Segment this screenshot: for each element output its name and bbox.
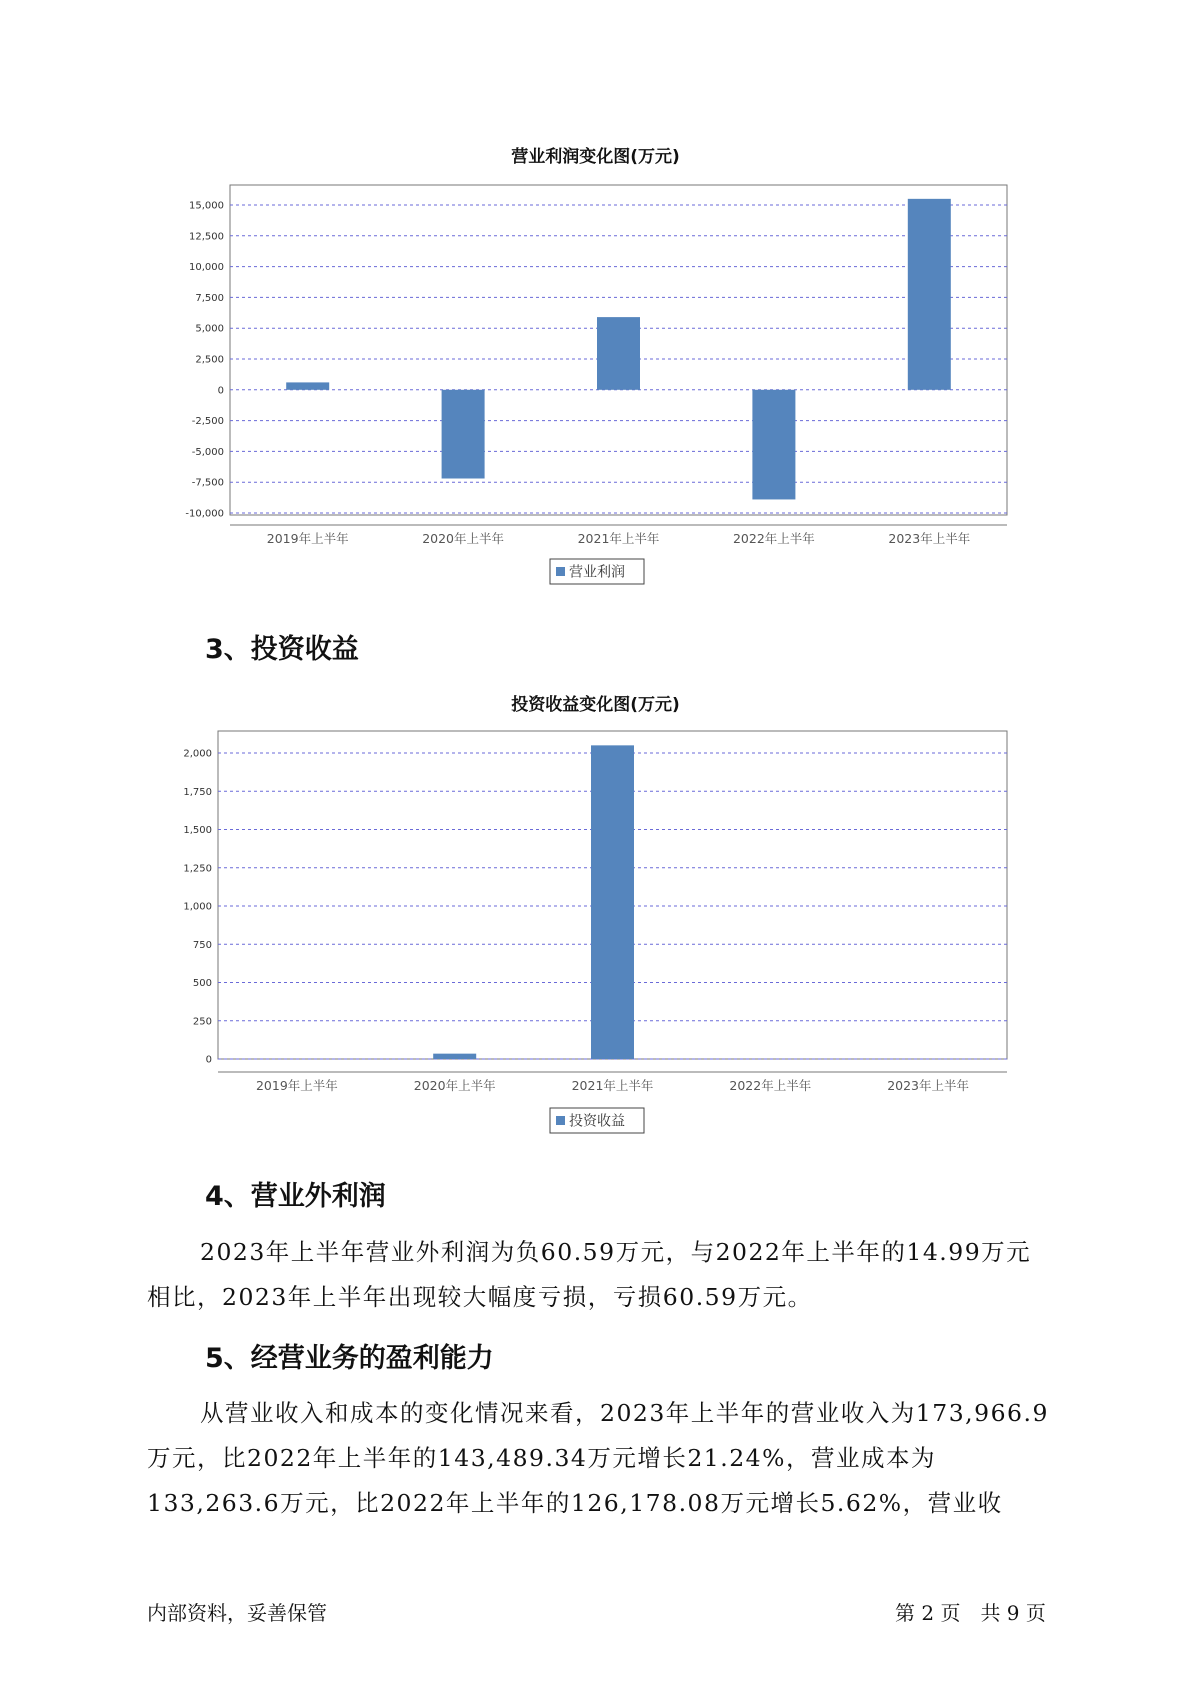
bar [433, 1054, 476, 1059]
y-tick-label: 500 [192, 978, 212, 989]
x-tick-label: 2019年上半年 [266, 531, 349, 546]
x-tick-label: 2021年上半年 [577, 531, 660, 546]
paragraph-profitability [147, 1391, 1052, 1526]
y-tick-label: 7,500 [195, 292, 224, 304]
y-tick-label: 1,000 [183, 901, 212, 913]
y-tick-label: 250 [192, 1016, 212, 1028]
legend-swatch [556, 567, 565, 576]
y-tick-label: 1,750 [183, 786, 212, 798]
bar [286, 382, 329, 389]
x-tick-label: 2020年上半年 [413, 1078, 496, 1093]
y-tick-label: 0 [217, 385, 224, 397]
bar [591, 745, 634, 1059]
x-tick-label: 2023年上半年 [887, 1078, 970, 1093]
bar [908, 199, 951, 390]
bar [597, 317, 640, 390]
y-tick-label: -10,000 [185, 508, 224, 520]
y-tick-label: 5,000 [195, 323, 224, 335]
investment-income-chart [0, 680, 1191, 1130]
legend-label: 投资收益 [569, 1113, 625, 1130]
x-tick-label: 2023年上半年 [888, 531, 971, 546]
paragraph-non-operating-profit [147, 1230, 1052, 1320]
y-tick-label: 12,500 [189, 231, 224, 243]
x-tick-label: 2022年上半年 [729, 1078, 812, 1093]
footer-page-number: 第 2 页 共 9 页 [895, 1601, 1046, 1625]
y-tick-label: -7,500 [191, 477, 224, 489]
y-tick-label: 1,500 [183, 825, 212, 836]
paragraph-text: 从营业收入和成本的变化情况来看，2023年上半年的营业收入为173,966.9万元，比2022年上半年的143,489.34万元增长21.24%，营业成本为133,263.6万元，比2022年上半年的126,178.08万元增长5.62%，营业收 [147, 1399, 1049, 1517]
section-heading-investment-income: 3、投资收益 [205, 634, 359, 665]
chart-title-investment-income: 投资收益变化图(万元) [511, 695, 680, 715]
y-tick-label: 10,000 [189, 262, 224, 274]
legend-swatch [556, 1116, 565, 1125]
section-heading-profitability: 5、经营业务的盈利能力 [205, 1343, 494, 1374]
bar [752, 390, 795, 500]
x-tick-label: 2020年上半年 [422, 531, 505, 546]
y-tick-label: 15,000 [189, 200, 224, 212]
chart-title-operating-profit: 营业利润变化图(万元) [511, 147, 680, 167]
paragraph-text: 2023年上半年营业外利润为负60.59万元，与2022年上半年的14.99万元相比，2023年上半年出现较大幅度亏损，亏损60.59万元。 [147, 1238, 1032, 1311]
section-heading-non-operating-profit: 4、营业外利润 [205, 1181, 386, 1212]
y-tick-label: -2,500 [191, 416, 224, 428]
x-tick-label: 2019年上半年 [255, 1078, 338, 1093]
operating-profit-chart [0, 130, 1191, 580]
x-tick-label: 2021年上半年 [571, 1078, 654, 1093]
legend-label: 营业利润 [569, 564, 625, 581]
bar [442, 390, 485, 479]
y-tick-label: 2,500 [195, 354, 224, 366]
x-tick-label: 2022年上半年 [732, 531, 815, 546]
y-tick-label: 2,000 [183, 748, 212, 760]
y-tick-label: 1,250 [183, 863, 212, 875]
y-tick-label: 750 [192, 939, 212, 951]
footer-confidential-note: 内部资料，妥善保管 [147, 1601, 327, 1625]
y-tick-label: 0 [205, 1054, 212, 1066]
y-tick-label: -5,000 [191, 446, 224, 458]
